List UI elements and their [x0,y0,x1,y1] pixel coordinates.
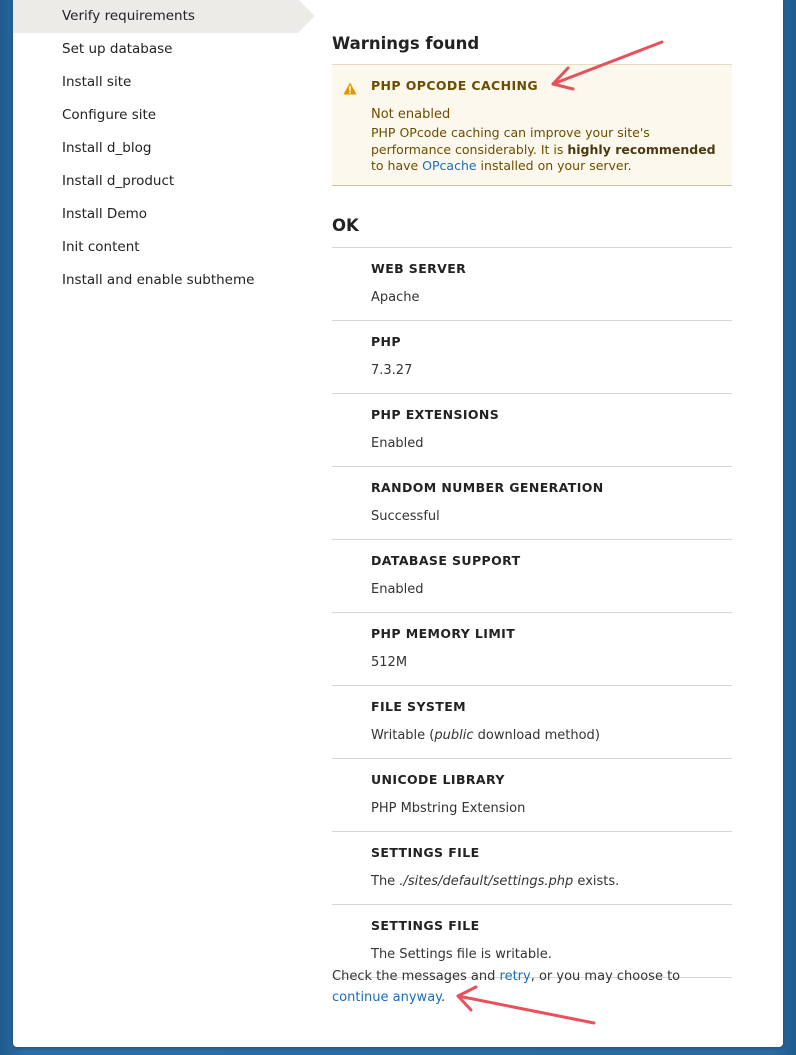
warning-desc-text: to have [371,158,423,173]
value-text: The [371,874,400,889]
requirement-value: 512M [371,655,408,670]
warning-item [332,64,732,186]
footer-text: , or you may choose to [530,969,681,984]
requirement-title: SETTINGS FILE [371,918,480,933]
requirement-title: DATABASE SUPPORT [371,553,521,568]
requirement-title: PHP EXTENSIONS [371,407,500,422]
requirement-value: Enabled [371,436,424,451]
footer-text: Check the messages and [332,969,500,984]
step-verify-requirements: Verify requirements [13,0,299,33]
step-install-d-product: Install d_product [62,173,175,189]
retry-link[interactable]: retry [499,969,531,984]
installer-panel [13,0,783,1047]
requirement-php [332,320,732,393]
footer-message [332,967,732,1008]
step-install-d-blog: Install d_blog [62,140,152,156]
ok-heading: OK [332,216,359,235]
requirement-php-extensions [332,393,732,466]
requirement-title: PHP [371,334,401,349]
value-text: exists. [573,874,620,889]
requirement-file-system [332,685,732,758]
value-emphasis: public [434,728,474,743]
installer-steps [13,0,299,297]
warning-title: PHP OPCODE CACHING [371,78,539,93]
requirement-title: RANDOM NUMBER GENERATION [371,480,604,495]
step-install-site: Install site [62,74,132,90]
warning-desc-text: installed on your server. [476,158,632,173]
warning-desc-emphasis: highly recommended [567,141,716,157]
continue-anyway-link[interactable]: continue anyway [332,989,441,1005]
requirement-value: Apache [371,290,420,305]
requirement-unicode-library [332,758,732,831]
warnings-heading: Warnings found [332,34,480,53]
step-configure-site: Configure site [62,107,157,123]
requirement-title: FILE SYSTEM [371,699,467,714]
requirement-value [371,874,619,889]
warning-triangle-icon [343,80,357,99]
requirement-database-support [332,539,732,612]
requirement-value: Enabled [371,582,424,597]
warning-description [371,125,721,175]
warning-status: Not enabled [371,107,451,122]
requirement-web-server [332,247,732,320]
requirement-settings-file-exists [332,831,732,904]
requirement-value [371,728,600,743]
value-text: Writable ( [371,728,435,743]
requirement-title: PHP MEMORY LIMIT [371,626,516,641]
requirement-value: PHP Mbstring Extension [371,801,526,816]
step-install-subtheme: Install and enable subtheme [62,272,255,288]
requirement-value: Successful [371,509,440,524]
opcache-link[interactable]: OPcache [422,158,477,173]
step-init-content: Init content [62,239,140,255]
warning-desc-text: PHP OPcode caching can improve your site's performance considerably. It is [371,125,650,157]
requirement-random-number [332,466,732,539]
requirement-value: 7.3.27 [371,363,413,378]
requirement-value: The Settings file is writable. [371,947,552,962]
requirement-title: SETTINGS FILE [371,845,480,860]
footer-text: . [441,989,446,1005]
ok-requirements-list [332,247,732,978]
requirement-title: UNICODE LIBRARY [371,772,505,787]
value-emphasis: ./sites/default/settings.php [399,874,574,889]
step-install-demo: Install Demo [62,206,148,222]
requirement-title: WEB SERVER [371,261,467,276]
requirement-memory-limit [332,612,732,685]
step-set-up-database: Set up database [62,41,173,57]
value-text: download method) [473,728,600,743]
